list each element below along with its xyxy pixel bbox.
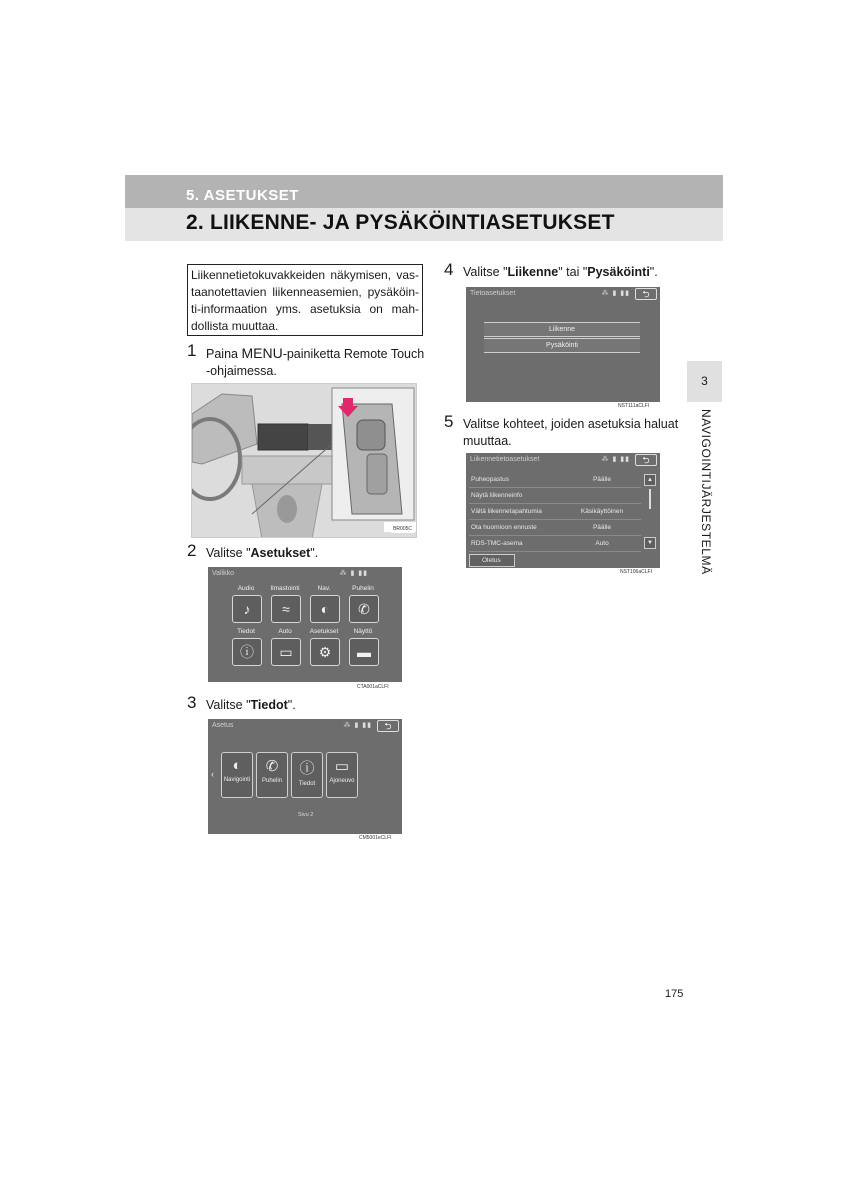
- step-number: 5: [444, 412, 454, 431]
- page-number: 175: [665, 988, 684, 1000]
- setting-row[interactable]: Ota huomioon ennuste Päälle: [469, 520, 641, 536]
- setup-screen: [208, 719, 402, 834]
- signal-icon: ⁂ ▮ ▮▮: [343, 722, 372, 729]
- info-icon: ⓘ: [299, 760, 315, 777]
- screen-title: Valikko: [212, 570, 235, 577]
- back-button[interactable]: ⮌: [377, 720, 399, 732]
- status-bar: [208, 567, 402, 581]
- audio-button[interactable]: [232, 595, 262, 623]
- navigation-settings-button[interactable]: ◐ Navigointi: [221, 752, 253, 798]
- menu-label-setup: Asetukset: [309, 628, 339, 635]
- back-button[interactable]: ⮌: [635, 454, 657, 466]
- chapter-label: NAVIGOINTIJÄRJESTELMÄ: [699, 409, 713, 575]
- display-button[interactable]: [349, 638, 379, 666]
- nav-button[interactable]: [310, 595, 340, 623]
- status-bar: [466, 287, 660, 301]
- section-title: 5. ASETUKSET: [186, 187, 299, 204]
- music-note-icon: ♪: [243, 601, 251, 617]
- step-2: [187, 541, 427, 562]
- chapter-tab: 3: [687, 361, 722, 402]
- intro-box: Liikennetietokuvakkeiden näkymisen, vas-taanotettavien liikenneasemien, pysäköin-ti-informaation yms. asetuksia on mah-dollista muuttaa.: [187, 264, 423, 336]
- default-button[interactable]: Oletus: [469, 554, 515, 567]
- image-code: NST111aCLFI: [618, 403, 650, 409]
- scroll-down-button[interactable]: ▼: [644, 537, 656, 549]
- gear-icon: ⚙: [318, 644, 332, 660]
- menu-label-display: Näyttö: [353, 628, 373, 635]
- chapter-header: [125, 208, 723, 241]
- image-code: CTA001aCLFI: [357, 684, 389, 690]
- console-photo: [191, 383, 417, 538]
- setup-button[interactable]: [310, 638, 340, 666]
- menu-label-car: Auto: [278, 628, 292, 635]
- signal-icon: ⁂ ▮ ▮▮: [339, 570, 368, 577]
- phone-icon: ✆: [265, 758, 279, 775]
- screen-title: Tietoasetukset: [470, 290, 516, 297]
- step-text: Valitse "Tiedot".: [206, 698, 296, 712]
- image-code: NST106aCLFI: [620, 569, 652, 575]
- traffic-settings-screen: [466, 453, 660, 568]
- page-title: 2. LIIKENNE- JA PYSÄKÖINTIASETUKSET: [186, 211, 615, 234]
- step-text: Valitse kohteet, joiden asetuksia haluat muuttaa.: [463, 417, 679, 448]
- menu-label-info: Tiedot: [237, 628, 255, 635]
- step-number: 3: [187, 693, 197, 712]
- step-number: 2: [187, 541, 197, 560]
- car-icon: ▭: [279, 644, 293, 660]
- car-button[interactable]: [271, 638, 301, 666]
- setting-row[interactable]: RDS-TMC-asema Auto: [469, 536, 641, 552]
- phone-button[interactable]: [349, 595, 379, 623]
- console-illustration: [192, 384, 417, 538]
- parking-button[interactable]: Pysäköinti: [484, 338, 640, 353]
- car-icon: ▭: [334, 758, 350, 775]
- section-header: [125, 175, 723, 208]
- info-settings-button[interactable]: ⓘ Tiedot: [291, 752, 323, 798]
- step-1: [187, 341, 427, 380]
- step-5: [444, 412, 694, 450]
- menu-label-nav: Nav.: [317, 585, 331, 592]
- image-code: BR005C: [393, 526, 412, 532]
- step-4: [444, 260, 694, 281]
- menu-label-climate: Ilmastointi: [270, 585, 300, 592]
- traffic-button[interactable]: Liikenne: [484, 322, 640, 337]
- signal-icon: ⁂ ▮ ▮▮: [601, 290, 630, 297]
- info-icon: ⓘ: [240, 644, 254, 660]
- back-button[interactable]: ⮌: [635, 288, 657, 300]
- step-number: 4: [444, 260, 454, 279]
- climate-button[interactable]: [271, 595, 301, 623]
- compass-icon: ◐: [232, 757, 242, 774]
- monitor-icon: ▬: [357, 644, 371, 660]
- setting-row[interactable]: Vältä liikennetapahtumia Käsikäyttöinen: [469, 504, 641, 520]
- step-number: 1: [187, 341, 197, 360]
- setting-row[interactable]: Puheopastus Päälle: [469, 472, 641, 488]
- image-code: CM5001eCLFI: [359, 835, 392, 841]
- status-bar: [208, 719, 402, 733]
- status-bar: [466, 453, 660, 467]
- step-text: Valitse "Asetukset".: [206, 546, 319, 560]
- menu-label-phone: Puhelin: [352, 585, 374, 592]
- compass-icon: ◐: [320, 601, 330, 617]
- vehicle-settings-button[interactable]: ▭ Ajoneuvo: [326, 752, 358, 798]
- phone-settings-button[interactable]: ✆ Puhelin: [256, 752, 288, 798]
- menu-screen: [208, 567, 402, 682]
- page-indicator: Sivu 2: [298, 812, 314, 818]
- chevron-left-icon[interactable]: ‹: [211, 769, 214, 779]
- fan-icon: ≈: [282, 601, 290, 617]
- phone-icon: ✆: [358, 601, 370, 617]
- setting-row[interactable]: Näytä liikenneinfo: [469, 488, 641, 504]
- scroll-up-button[interactable]: ▲: [644, 474, 656, 486]
- info-settings-screen: [466, 287, 660, 402]
- step-3: [187, 693, 427, 714]
- info-button[interactable]: [232, 638, 262, 666]
- step-text: Paina MENU-painiketta Remote Touch -ohjaimessa.: [206, 345, 425, 378]
- screen-title: Liikennetietoasetukset: [470, 456, 540, 463]
- step-text: Valitse "Liikenne" tai "Pysäköinti".: [463, 265, 658, 279]
- scrollbar[interactable]: [649, 489, 651, 509]
- signal-icon: ⁂ ▮ ▮▮: [601, 456, 630, 463]
- screen-title: Asetus: [212, 722, 234, 729]
- menu-label-audio: Audio: [237, 585, 255, 592]
